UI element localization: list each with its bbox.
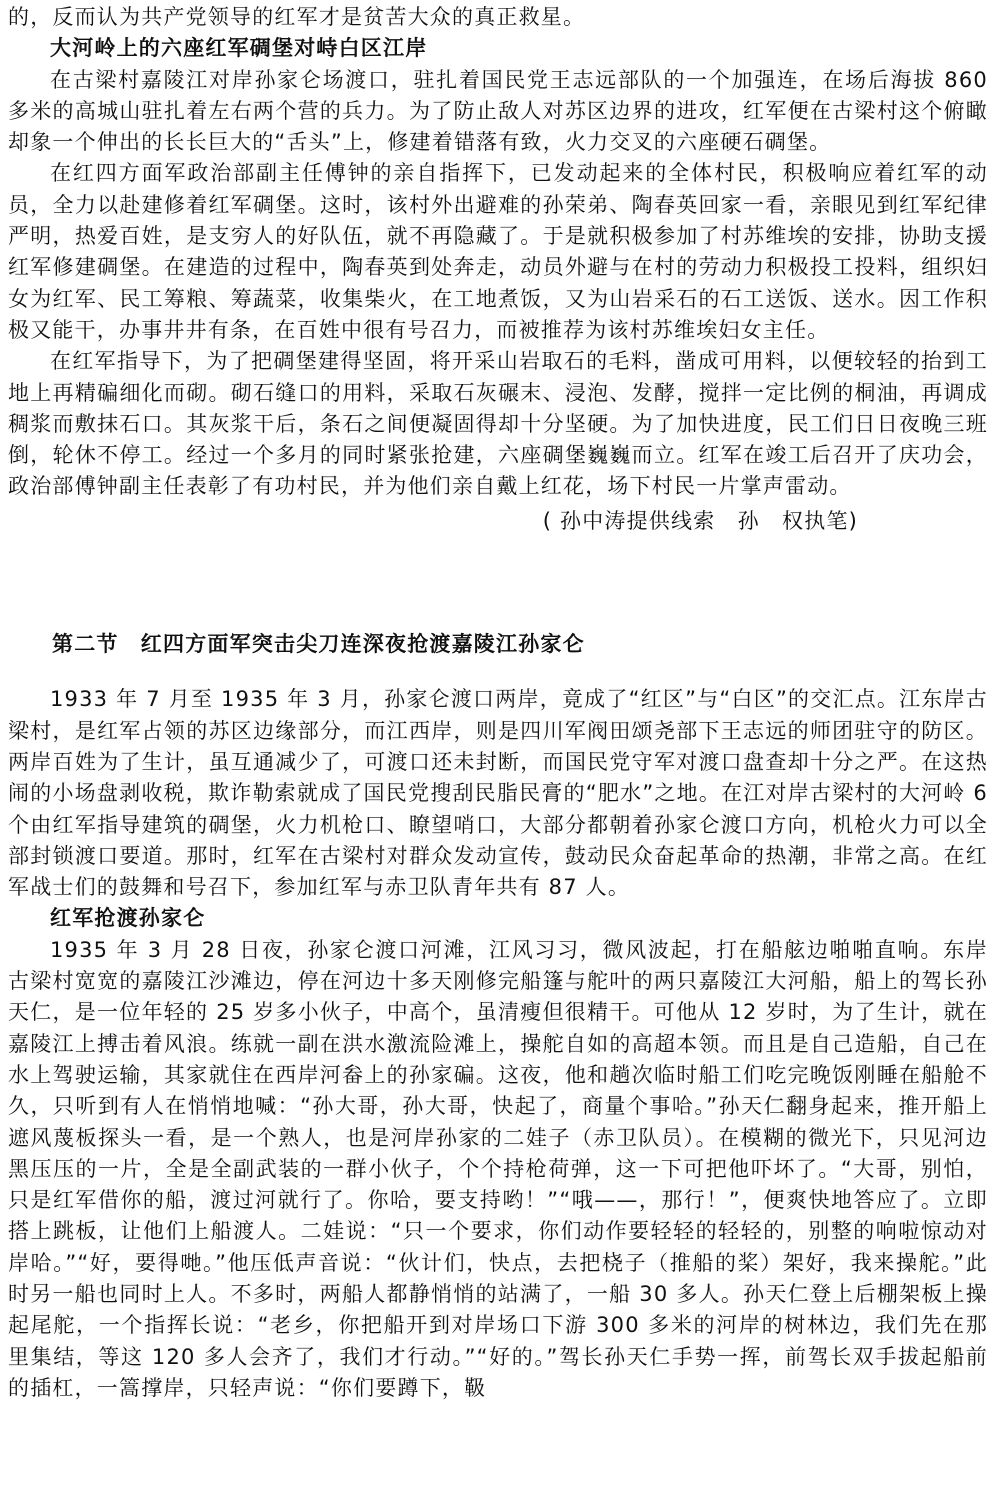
author-credit: ( 孙中涛提供线索 孙 权执笔) xyxy=(542,508,858,533)
paragraph-5: 1935 年 3 月 28 日夜，孙家仑渡口河滩，江风习习，微风波起，打在船舷边啪啪直响。东岸古梁村宽宽的嘉陵江沙滩边，停在河边十多天刚修完船篷与舵叶的两只嘉陵江大河船，船上的驾长孙天仁，是一位年轻的 25 岁多小伙子，中高个，虽清瘦但很精干。可他从 12 岁时，为了生计，就在嘉陵江上搏击着风浪。练就一副在洪水激流险滩上，操舵自如的高超本领。而且是自己造船，自己在水上驾驶运输，其家就住在西岸河畚上的孙家碥。这夜，他和趟次临时船工们吃完晚饭刚睡在船舱不久，只听到有人在悄悄地喊：“孙大哥，孙大哥，快起了，商量个事哈。”孙天仁翻身起来，推开船上遮风蔑板探头一看，是一个熟人，也是河岸孙家的二娃子（赤卫队员）。在模糊的微光下，只见河边黑压压的一片，全是全副武装的一群小伙子，个个持枪荷弹，这一下可把他吓坏了。“大哥，别怕，只是红军借你的船，渡过河就行了。你哈，要支持哟！”“哦——，那行！”，便爽快地答应了。立即搭上跳板，让他们上船渡人。二娃说：“只一个要求，你们动作要轻轻的轻轻的，别整的响啦惊动对岸哈。”“好，要得哋。”他压低声音说：“伙计们，快点，去把桡子（推船的桨）架好，我来操舵。”此时另一船也同时上人。不多时，两船人都静悄悄的站满了，一船 30 多人。孙天仁登上后棚架板上操起尾舵，一个指挥长说：“老乡，你把船开到对岸场口下游 300 多米的河岸的树林边，我们先在那里集结，等这 120 多人会齐了，我们才行动。”“好的。”驾长孙天仁手势一挥，前驾长双手拔起船前的插杠，一篙撑岸，只轻声说：“你们要蹲下，靸 xyxy=(8,937,988,1400)
paragraph-4: 1933 年 7 月至 1935 年 3 月，孙家仑渡口两岸，竟成了“红区”与“白区”的交汇点。江东岸古梁村，是红军占领的苏区边缘部分，而江西岸，则是四川军阀田颂尧部下王志远的师团驻守的防区。两岸百姓为了生计，虽互通减少了，可渡口还未封断，而国民党守军对渡口盘查却十分之严。在这热闹的小场盘剥收税，欺诈勒索就成了国民党搜刮民脂民膏的“肥水”之地。在江对岸古梁村的大河岭 6 个由红军指导建筑的碉堡，火力机枪口、瞭望哨口，大部分都朝着孙家仑渡口方向，机枪火力可以全部封锁渡口要道。那时，红军在古梁村对群众发动宣传，鼓动民众奋起革命的热潮，非常之高。在红军战士们的鼓舞和号召下，参加红军与赤卫队青年共有 87 人。 xyxy=(8,687,988,900)
subheading-blockhouses: 大河岭上的六座红军碉堡对峙白区江岸 xyxy=(50,36,428,61)
subheading-crossing: 红军抢渡孙家仑 xyxy=(50,906,206,931)
section-title: 第二节 红四方面军突击尖刀连深夜抢渡嘉陵江孙家仑 xyxy=(52,632,585,657)
paragraph-top: 的，反而认为共产党领导的红军才是贫苦大众的真正救星。 xyxy=(8,5,586,29)
paragraph-1: 在古梁村嘉陵江对岸孙家仑场渡口，驻扎着国民党王志远部队的一个加强连，在场后海拔 860 多米的高城山驻扎着左右两个营的兵力。为了防止敌人对苏区边界的进攻，红军便在古梁村这个俯瞰却象一个伸出的长长巨大的“舌头”上，修建着错落有致，火力交叉的六座硬石碉堡。 xyxy=(8,67,988,155)
paragraph-3: 在红军指导下，为了把碉堡建得坚固，将开采山岩取石的毛料，凿成可用料，以便较轻的抬到工地上再精碥细化而砌。砌石缝口的用料，采取石灰碾末、浸泡、发酵，搅拌一定比例的桐油，再调成稠浆而敷抹石口。其灰浆干后，条石之间便凝固得却十分坚硬。为了加快进度，民工们日日夜晚三班倒，轮休不停工。经过一个多月的同时紧张抢建，六座碉堡巍巍而立。红军在竣工后召开了庆功会，政治部傅钟副主任表彰了有功村民，并为他们亲自戴上红花，场下村民一片掌声雷动。 xyxy=(8,349,988,499)
paragraph-2: 在红四方面军政治部副主任傅钟的亲自指挥下，已发动起来的全体村民，积极响应着红军的动员，全力以赴建修着红军碉堡。这时，该村外出避难的孙荣弟、陶春英回家一看，亲眼见到红军纪律严明，热爱百姓，是支穷人的好队伍，就不再隐藏了。于是就积极参加了村苏维埃的安排，协助支援红军修建碉堡。在建造的过程中，陶春英到处奔走，动员外避与在村的劳动力积极投工投料，组织妇女为红军、民工筹粮、筹蔬菜，收集柴火，在工地煮饭，又为山岩采石的石工送饭、送水。因工作积极又能干，办事井井有条，在百姓中很有号召力，而被推荐为该村苏维埃妇女主任。 xyxy=(8,161,988,342)
